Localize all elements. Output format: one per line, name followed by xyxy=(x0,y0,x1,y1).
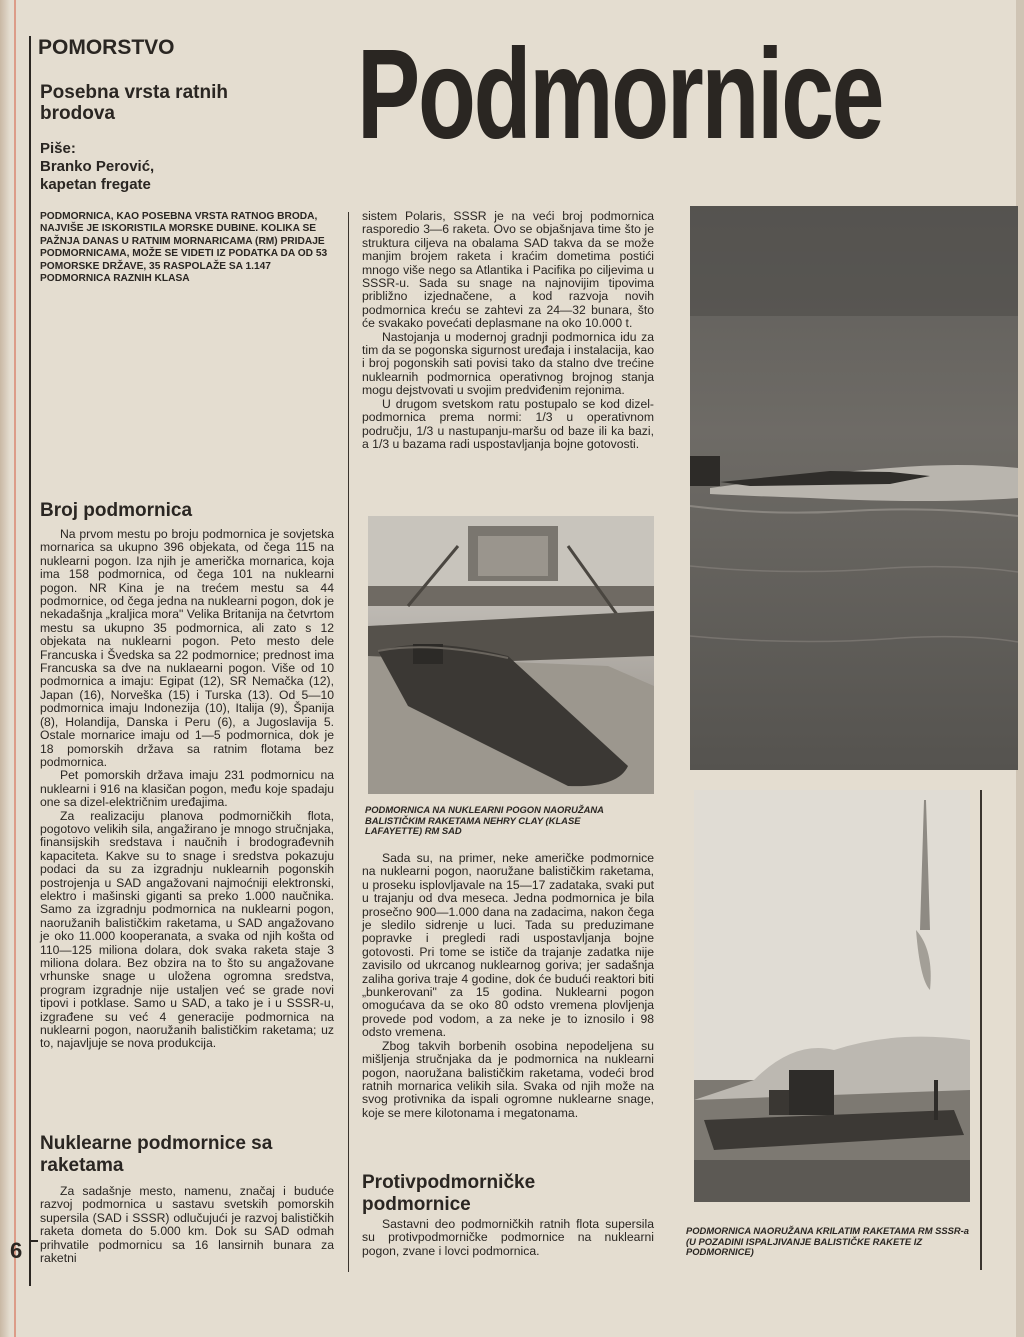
photo-submarine-surfacing xyxy=(690,206,1018,770)
column-rule-right xyxy=(980,790,982,1270)
heading-broj-podmornica: Broj podmornica xyxy=(40,500,193,521)
paragraph: sistem Polaris, SSSR je na veći broj podmornica rasporedio 3—6 raketa. Ovo se objašnjava time što je struktura ciljeva na obalama SAD takva da se može manjim brojem raketa i kraćim dometima postići mnogo više nego sa Atlantika i Pacifika po ciljevima u SSSR-u. Sada su snage na najnovijim tipovima približno izjednačene, a kod razvoja novih podmornica kreću se zahtevi za 24—32 bunara, što će svakako povećati deplasmane na oko 10.000 t. xyxy=(362,209,654,331)
article-title: Podmornice xyxy=(357,23,883,166)
column-rule-middle xyxy=(348,212,349,1272)
caption-photo-1: PODMORNICA NA NUKLEARNI POGON NAORUŽANA BALISTIČKIM RAKETAMA NEHRY CLAY (KLASE LAFAYETTE) RM SAD xyxy=(365,804,604,836)
author-rank: kapetan fregate xyxy=(40,176,151,193)
rule-tick xyxy=(30,1240,38,1242)
column-rule-left xyxy=(29,36,31,1286)
lead-paragraph: PODMORNICA, KAO POSEBNA VRSTA RATNOG BRODA, NAJVIŠE JE ISKORISTILA MORSKE DUBINE. KOLIKA SE PAŽNJA DANAS U RATNIM MORNARICAMA (RM) PRIDAJE PODMORNICAMA, MOŽE SE VIDETI IZ PODATKA DA OD 53 POMORSKE DRŽAVE, 35 RASPOLAŽE SA 1.147 PODMORNICA RAZNIH KLASA xyxy=(40,211,328,285)
column-middle-text-2 xyxy=(362,852,654,1120)
heading-nuklearne-podmornice: Nuklearne podmornice sa raketama xyxy=(40,1133,273,1176)
paragraph: Na prvom mestu po broju podmornica je sovjetska mornarica sa ukupno 396 objekata, od čega 115 na nuklearni pogon. Iza njih je američka mornarica, koja ima 158 podmornica, od čega 101 na nuklearni pogon. NR Kina je na trećem mestu sa 44 podmornice, od čega jedna na nuklearni pogon, dok je nekadašnja „kraljica mora" Velika Britanija na četvrtom mestu sa ukupno 35 podmornica, ali zato s 12 objekata na nuklearni pogon. Peto mesto dele Francuska i Švedska sa 22 podmornice; prednost ima Francuska sa dve na nuklaearni pogon. Više od 10 podmornica a imaju: Egipat (12), SR Nemačka (12), Japan (16), Norveška (15) i Turska (13). Od 5—10 podmornica imaju Indonezija (10), Italija (9), Španija (8), Holandija, Danska i Peru (6), a Jugoslavija 5. Ostale mornarice imaju od 1—5 podmornica, dok je 18 pomorskih država sa ratnim flotama bez podmornica. xyxy=(40,527,334,769)
column-left-text xyxy=(40,528,334,1051)
margin-line xyxy=(14,0,16,1337)
paragraph: Nastojanja u modernoj gradnji podmornica idu za tim da se pogonska sigurnost uređaja i instalacija, kao i broj pogonskih sati povisi tako da stalno dve trećine nuklearnih podmornica operativnog brojnog stanja mogu dejstvovati u svojim predviđenim rejonima. xyxy=(362,329,654,398)
photo-submarine-dock xyxy=(368,516,654,794)
photo-missile-launch xyxy=(694,790,970,1202)
section-label: POMORSTVO xyxy=(38,36,175,59)
page-edge xyxy=(0,0,10,1337)
article-subtitle: Posebna vrsta ratnih brodova xyxy=(40,82,228,124)
author-label: Piše: xyxy=(40,140,76,157)
column-middle-text xyxy=(362,210,654,451)
column-left-text-2 xyxy=(40,1185,334,1265)
caption-photo-2: PODMORNICA NAORUŽANA KRILATIM RAKETAMA RM SSSR-a (U POZADINI ISPALJIVANJE BALISTIČKE RAKETE IZ PODMORNICE) xyxy=(686,1225,969,1257)
heading-protivpodmornicke: Protivpodmorničke podmornice xyxy=(362,1172,536,1215)
author-name: Branko Perović, xyxy=(40,158,155,175)
paragraph: Zbog takvih borbenih osobina nepodeljena su mišljenja stručnjaka da je podmornica na nuklearni pogon, naoružana balističkim raketama, vodeći brod ratnih mornarica velikih sila. Svaka od njih može na svog protivnika da ispali ogromne nuklearne snage, koje se mere kilotonama i megatonama. xyxy=(362,1038,654,1120)
paragraph: Sada su, na primer, neke američke podmornice na nuklearni pogon, naoružane balističkim raketama, u proseku isplovljavale na 15—17 zadataka, svaki put u trajanju od dva meseca. Jedna podmornica je bila prosečno 900—1.000 dana na zadacima, nakon čega je sledilo sidrenje u luci. Tada su preduzimane popravke i pregledi radi uspostavljanja bojne gotovosti. Pri tome se ističe da trajanje zadatka nije zavisilo od ukrcanog nuklearnog goriva; jer sadašnja zaliha goriva traje 4 godine, dok će budući reaktori biti „bunkerovani" za 15 godina. Nuklearni pogon omogućava da se oko 80 odsto vremena plovljenja provede pod vodom, a za neke je to iznosilo i 98 odsto vremena. xyxy=(362,851,654,1040)
author-block xyxy=(40,140,240,194)
paragraph: Za realizaciju planova podmorničkih flota, pogotovo velikih sila, angažirano je mnogo stručnjaka, finansijskih sredstava i naučnih i brodograđevnih kapaciteta. Kakve su to snage i sredstva pokazuju podaci da su za izgradnju nuklearnih pogonskih postrojenja u SAD angažovani najmoćniji elektronski, elektro i mašinski giganti sa preko 1.000 naučnika. Samo za izgradnju podmornica na nuklearni pogon, naoružanih balističkim raketama, u SAD angažovano je oko 11.000 kooperanata, a svaka od njih košta od 110—125 miliona dolara, dok svaka raketa staje 3 miliona dolara. Bez obzira na to što su angažovane vrhunske snage u uloženа ogromna sredstva, program izgradnje nije ustaljen već se grade novi tipovi i potklase. Samo u SAD, a tako je i u SSSR-u, izgrađene su već 4 generacije podmornica na nuklearni pogon, naoružanih balističkim raketama; uz to, najavljuje se nova produkcija. xyxy=(40,808,334,1051)
paragraph: U drugom svetskom ratu postupalo se kod dizel-podmornica prema normi: 1/3 u operativnom području, 1/3 u nastupanju-maršu od baze ili ka bazi, a 1/3 u bazama radi uspostavljanja bojne gotovosti. xyxy=(362,396,654,451)
page-number: 6 xyxy=(10,1238,23,1263)
paragraph: Sastavni deo podmorničkih ratnih flota supersila su protivpodmorničke podmornice na nuklearni pogon, zvane i lovci podmornica. xyxy=(362,1217,654,1258)
paragraph: Pet pomorskih država imaju 231 podmornicu na nuklearni i 916 na klasičan pogon, među koje spadaju one sa dizel-električnim uređajima. xyxy=(40,768,334,810)
column-middle-text-3 xyxy=(362,1218,654,1258)
paragraph: Za sadašnje mesto, namenu, značaj i buduće razvoj podmornica u sastavu svetskih pomorskih supersila (SAD i SSSR) odlučujući je razvoj balističkih raketa dometa do 5.000 km. Dok su SAD odmah prihvatile podmornicu sa 16 lansirnih bunara za raketni xyxy=(40,1184,334,1266)
